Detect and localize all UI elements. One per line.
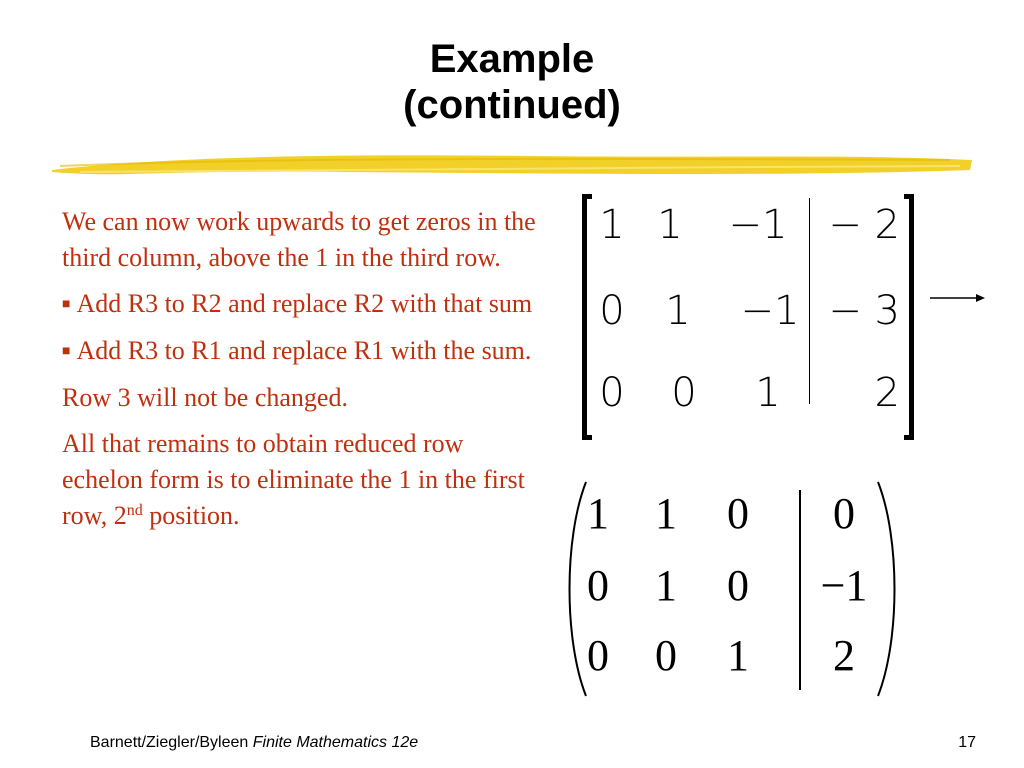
augmented-matrix-before bbox=[578, 194, 928, 444]
matrix-cell: −1 bbox=[728, 202, 788, 248]
matrix-cell: 0 bbox=[599, 370, 625, 416]
matrix-cell: 0 bbox=[587, 631, 609, 680]
matrix-cell: −1 bbox=[820, 561, 868, 610]
matrix-cell: 1 bbox=[727, 631, 749, 680]
matrix-cell: 0 bbox=[727, 561, 749, 610]
matrix-cell: 0 bbox=[727, 489, 749, 538]
matrix-cell: 1 bbox=[655, 489, 677, 538]
footer-authors: Barnett/Ziegler/Byleen bbox=[90, 734, 253, 751]
matrix-cell: 2 bbox=[874, 370, 900, 416]
matrix-cell: 1 bbox=[755, 370, 781, 416]
matrix-cell: 1 bbox=[657, 202, 683, 248]
bullet-item bbox=[62, 286, 542, 323]
square-bullet-icon: ■ bbox=[62, 297, 71, 312]
page-number: 17 bbox=[958, 734, 976, 751]
matrix-cell: 1 bbox=[587, 489, 609, 538]
matrix-cell: − 3 bbox=[828, 288, 900, 334]
matrix-cell: 2 bbox=[833, 631, 855, 680]
square-bullet-icon: ■ bbox=[62, 344, 71, 359]
slide-footer bbox=[90, 734, 418, 752]
paragraph-remaining-end: position. bbox=[142, 501, 240, 530]
matrix-cell: 1 bbox=[599, 202, 625, 248]
bullet-item bbox=[62, 333, 542, 370]
ordinal-superscript: nd bbox=[126, 502, 143, 519]
matrix-cell: 0 bbox=[599, 288, 625, 334]
matrix-cell: 0 bbox=[587, 561, 609, 610]
yellow-highlight-stroke bbox=[50, 148, 976, 182]
slide-body bbox=[62, 204, 542, 544]
footer-book-title: Finite Mathematics 12e bbox=[252, 734, 419, 751]
title-line-2: (continued) bbox=[403, 83, 621, 127]
matrix-cell: 0 bbox=[833, 489, 855, 538]
matrix-cell: −1 bbox=[740, 288, 800, 334]
matrix-cell: 1 bbox=[665, 288, 691, 334]
title-line-1: Example bbox=[429, 37, 595, 81]
augmented-matrix-after bbox=[562, 478, 902, 700]
matrix-cell: 0 bbox=[671, 370, 697, 416]
bullet-text: Add R3 to R2 and replace R2 with that sum bbox=[76, 289, 533, 318]
matrix-cell: 1 bbox=[655, 561, 677, 610]
slide-title bbox=[0, 36, 1024, 128]
right-bracket bbox=[904, 194, 914, 440]
bullet-text: Add R3 to R1 and replace R1 with the sum. bbox=[76, 336, 532, 365]
paragraph-remaining bbox=[62, 426, 542, 534]
matrix-cell: 0 bbox=[655, 631, 677, 680]
paragraph-remaining-text: All that remains to obtain reduced row echelon form is to eliminate the 1 in the first row, 2 bbox=[62, 429, 525, 530]
paragraph-row3: Row 3 will not be changed. bbox=[62, 383, 348, 412]
paragraph-intro: We can now work upwards to get zeros in the third column, above the 1 in the third row. bbox=[62, 207, 536, 272]
right-arrow-icon bbox=[930, 290, 986, 306]
matrix-cell: − 2 bbox=[828, 202, 900, 248]
augment-divider bbox=[799, 490, 801, 690]
